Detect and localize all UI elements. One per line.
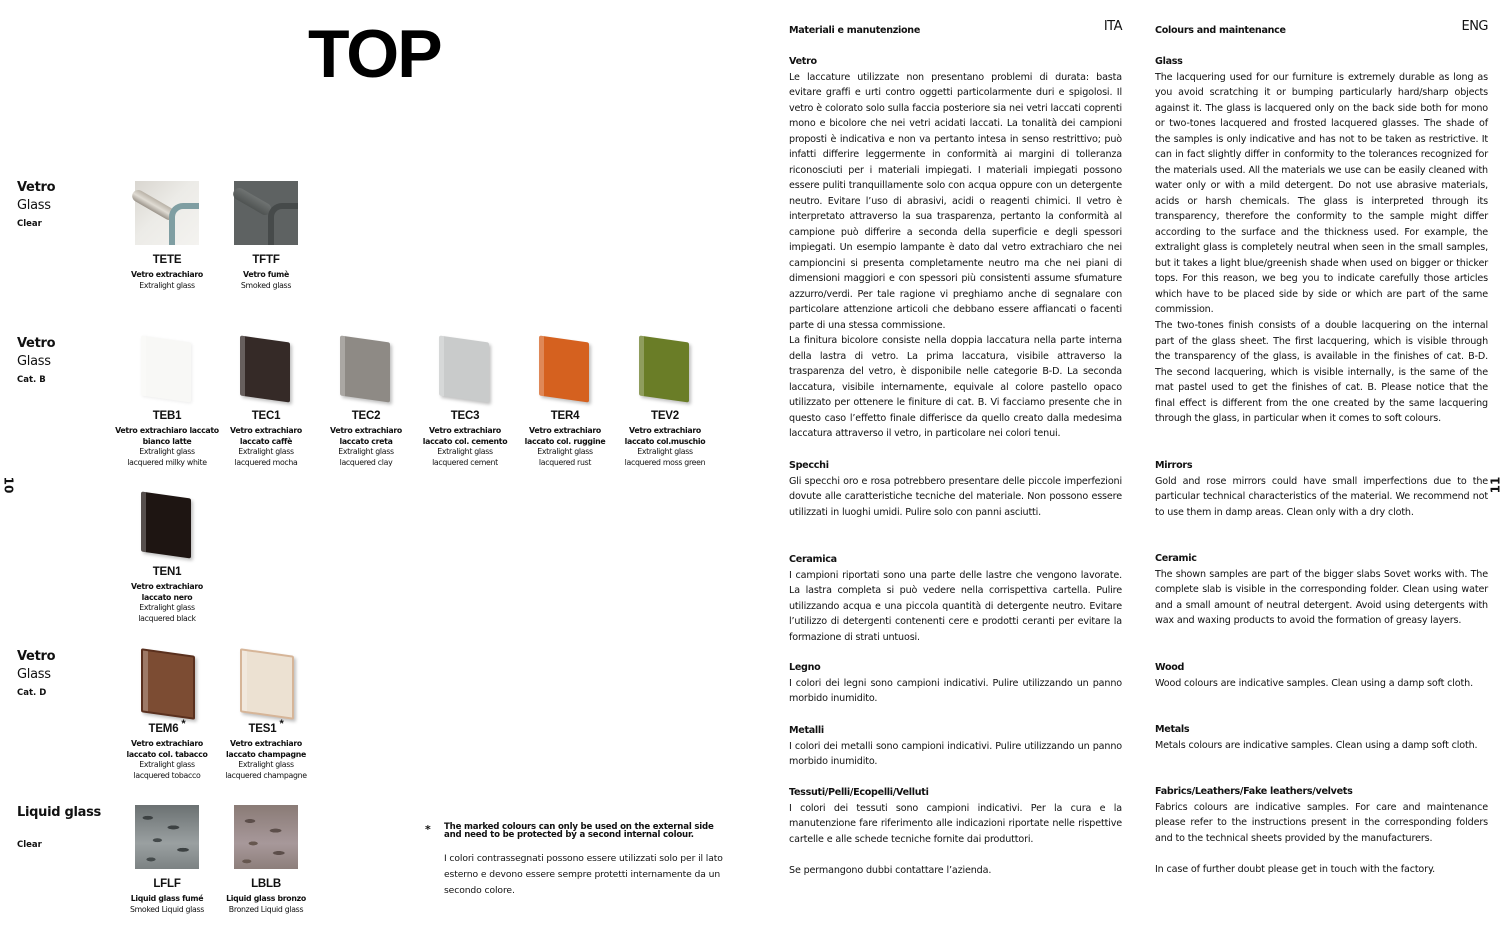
swatch-tftf <box>211 181 321 291</box>
column-english <box>1155 0 1488 942</box>
category-label-vetro-clear <box>17 179 117 233</box>
swatch-image <box>234 181 298 245</box>
swatch-name-en: Extralight glass lacquered champagne <box>225 760 307 780</box>
page-title: TOP <box>308 16 441 92</box>
swatch-image <box>234 650 298 714</box>
section-text: In case of further doubt please get in touch with the factory. <box>1155 864 1436 875</box>
section-specchi <box>789 458 1122 520</box>
section-text: The two-tones finish consists of a double lacquering on the internal part of the glass sheet. The first lacquering, which is visible through the transparency of the glass, is available in the finishes of cat. B-D. The second lacquering, which is visible internally, is the same of the mat pastel used to get the finishes of cat. B. Please notice that the final effect is different from the one created by the same lacquering through the glass, in particular when it comes to soft colours. <box>1155 320 1488 424</box>
swatch-name-it: Vetro extrachiaro laccato champagne <box>226 739 306 759</box>
section-text: I colori dei metalli sono campioni indicativi. Pulire utilizzando un panno morbido inumidito. <box>789 740 1122 767</box>
column-header: Colours and maintenance <box>1155 25 1286 36</box>
section-text: Fabrics colours are indicative samples. For care and maintenance please refer to the instructions present in the corresponding folders and to the technical sheets provided by the manufacturers. <box>1155 801 1488 844</box>
swatch-name-it: Vetro extrachiaro laccato caffè <box>230 426 302 446</box>
section-text: Wood colours are indicative samples. Clean using a damp soft cloth. <box>1155 677 1473 689</box>
swatch-image <box>135 805 199 869</box>
swatch-name-en: Extralight glass lacquered milky white <box>127 447 207 467</box>
swatch-name-it: Vetro extrachiaro laccato col. cemento <box>422 426 508 446</box>
section-ceramic <box>1155 551 1488 629</box>
section-heading: Glass <box>1155 56 1183 67</box>
swatch-image <box>135 181 199 245</box>
swatch-image <box>334 337 398 401</box>
category-label-liquid-glass <box>17 804 117 854</box>
section-text: The lacquering used for our furniture is extremely durable as long as you avoid scratching it or bumping particularly hard/sharp objects against it. The glass is lacquered only on the back side both for mono or two-tones lacquered and frosted lacquered glasses. The shade of the samples is only indicative and has not to be taken as restrictive. It can in fact slightly differ in conformity to the tolerances recognized for the materials used. All the materials we use can be easily cleaned with water only or with a mild detergent. Do not use abrasive materials, acids or harsh chemicals. The glass is interpreted through its transparency, therefore the conformity to the sample might differ according to the surface and the thickness used. For example, the extralight glass is completely neutral when seen in the small samples, but it takes a light blue/greenish shade when used on bigger or thicker tops. For this reason, we beg you to indicate carefully those articles which have to be placed side by side or which are part of the same commission. <box>1155 71 1488 315</box>
asterisk-marker: * <box>181 718 186 730</box>
asterisk-marker: * <box>279 718 284 730</box>
swatch-image <box>533 337 597 401</box>
section-metals <box>1155 722 1488 753</box>
section-vetro <box>789 54 1122 333</box>
section-text: Metals colours are indicative samples. Clean using a damp soft cloth. <box>1155 739 1478 751</box>
swatch-tes1 <box>211 650 321 781</box>
swatch-name-it: Vetro extrachiaro laccato nero <box>131 582 203 602</box>
section-text: I colori dei tessuti sono campioni indicativi. Per la cura e la manutenzione fare riferimento alle indicazioni riportate nelle rispettive cartelle e alle schede tecniche fornite dai produttori. <box>789 802 1122 845</box>
swatch-tec2 <box>311 337 421 468</box>
swatch-image <box>135 650 199 714</box>
swatch-name-en: Extralight glass <box>139 280 195 290</box>
section-glass <box>1155 54 1488 318</box>
section-heading: Specchi <box>789 460 829 471</box>
swatch-code: TEV2 <box>651 410 679 422</box>
section-ceramica <box>789 552 1122 645</box>
section-heading: Vetro <box>789 56 817 67</box>
section-text: The shown samples are part of the bigger slabs Sovet works with. The complete slab is visible in the corresponding folder. Clean using water and a small amount of neutral detergent. Avoid using detergents with wax and waxing products to avoid the formation of greasy layers. <box>1155 568 1488 626</box>
swatch-name-en: Bronzed Liquid glass <box>228 904 304 914</box>
category-sub: Cat. B <box>17 375 46 385</box>
section-heading: Ceramic <box>1155 553 1197 564</box>
swatch-code: TEC1 <box>251 410 281 422</box>
swatch-name-en: Smoked glass <box>240 280 292 290</box>
swatch-name-en: Extralight glass lacquered clay <box>338 447 394 467</box>
swatch-name-en: Extralight glass lacquered black <box>138 603 196 623</box>
section-text: Gold and rose mirrors could have small imperfections due to the particular technical characteristics of the material. We recommend not to use them in damp areas. Clean only with a dry cloth. <box>1155 475 1488 518</box>
section-text: Se permangono dubbi contattare l’azienda. <box>789 865 992 876</box>
section-heading: Metals <box>1155 724 1190 735</box>
section-heading: Mirrors <box>1155 460 1193 471</box>
category-label-vetro-cat-b <box>17 335 117 389</box>
swatch-tete <box>112 181 222 291</box>
asterisk-marker: * <box>425 823 431 836</box>
section-heading: Metalli <box>789 725 824 736</box>
section-heading: Tessuti/Pelli/Ecopelli/Velluti <box>789 787 929 798</box>
swatch-ter4 <box>510 337 620 468</box>
swatch-code: TEM6 * <box>148 718 186 735</box>
swatch-tev2 <box>610 337 720 468</box>
swatch-code: TFTF <box>252 254 280 266</box>
swatch-code: TEC3 <box>450 410 480 422</box>
section-text: Gli specchi oro e rosa potrebbero presentare delle piccole imperfezioni dovute alle caratteristiche tecniche del materiale. Non possono essere utilizzati in luoghi umidi. Pulire solo con panni asciutti. <box>789 475 1122 518</box>
category-sub: Cat. D <box>17 688 47 698</box>
swatch-tem6 <box>112 650 222 781</box>
swatch-name-en: Extralight glass lacquered moss green <box>624 447 706 467</box>
swatch-name-en: Smoked Liquid glass <box>129 904 205 914</box>
section-two-tones <box>1155 318 1488 427</box>
section-heading: Ceramica <box>789 554 837 565</box>
category-name: Liquid glass <box>17 805 101 820</box>
swatch-tec1 <box>211 337 321 468</box>
section-heading: Fabrics/Leathers/Fake leathers/velvets <box>1155 786 1353 797</box>
swatch-image <box>433 337 497 401</box>
swatch-lflf <box>112 805 222 915</box>
swatch-image <box>135 337 199 401</box>
swatch-code: TETE <box>152 254 182 266</box>
swatch-code: TEN1 <box>152 566 182 578</box>
swatch-image <box>633 337 697 401</box>
category-name-it: Vetro <box>17 336 56 351</box>
swatch-name-en: Extralight glass lacquered cement <box>432 447 498 467</box>
section-metalli <box>789 723 1122 770</box>
category-name-it: Vetro <box>17 180 56 195</box>
section-wood <box>1155 660 1488 691</box>
section-closing <box>1155 862 1488 878</box>
swatch-code: TES1 * <box>248 718 284 735</box>
swatch-image <box>234 337 298 401</box>
language-label: ITA <box>1103 19 1122 34</box>
section-text: I campioni riportati sono una parte delle lastre che vengono lavorate. La lastra completa si può vedere nella corrispettiva cartella. Pulire utilizzando acqua e una piccola quantità di detergente neutro. Evitare l’utilizzo di detergenti contenenti cere e prodotti ceranti per evitare la formazione di strati untuosi. <box>789 569 1122 643</box>
footnote <box>425 823 725 899</box>
category-name-en: Glass <box>17 667 51 682</box>
swatch-teb1 <box>112 337 222 468</box>
swatch-name-it: Vetro extrachiaro laccato col. tabacco <box>126 739 208 759</box>
footnote-it: I colori contrassegnati possono essere utilizzati solo per il lato esterno e devono essere sempre protetti internamente da un secondo colore. <box>444 853 723 896</box>
page-number-right: 11 <box>1488 476 1502 494</box>
section-text: Le laccature utilizzate non presentano problemi di durata: basta evitare graffi e urti contro oggetti particolarmente duri e spigolosi. Il vetro è colorato solo sulla faccia posteriore sia nei vetri laccati coprenti mono e bicolore che nei vetri acidati laccati. La tonalità dei campioni proposti è indicativa e non va pertanto intesa in senso restrittivo; può infatti differire leggermente in conformità ai margini di tolleranza riconosciuti per i materiali impiegati. I materiali impiegati possono essere puliti tranquillamente solo con acqua oppure con un detergente neutro. Evitare l’uso di abrasivi, acidi o reagenti chimici. Il vetro è interpretato attraverso la sua trasparenza, pertanto la conformità al campione può differire a seconda della superficie e degli spessori impiegati. Un esempio lampante è dato dal vetro extrachiaro che nei campioncini si presenta completamente neutro ma che nei piani di dimensioni maggiori e con spessori più consistenti assume sfumature azzurro/verdi. Per tale ragione vi preghiamo anche di segnalare con particolare attenzione articoli che debbano essere affiancati o facenti parte di una stessa commissione. <box>789 71 1122 331</box>
category-sub: Clear <box>17 840 42 850</box>
swatch-code: TEB1 <box>152 410 182 422</box>
section-tessuti <box>789 785 1122 847</box>
category-name-en: Glass <box>17 354 51 369</box>
swatch-name-it: Vetro extrachiaro laccato col. ruggine <box>524 426 606 446</box>
swatch-name-it: Vetro extrachiaro <box>131 270 203 279</box>
category-label-vetro-cat-d <box>17 648 117 702</box>
section-mirrors <box>1155 458 1488 520</box>
swatch-name-it: Vetro extrachiaro laccato creta <box>330 426 402 446</box>
section-text: La finitura bicolore consiste nella doppia laccatura nella parte interna della lastra di vetro. La prima laccatura, visibile attraverso la trasparenza del vetro, è disponibile nelle categorie B-D. La seconda laccatura, visibile internamente, equivale al colore pastello opaco utilizzato per ottenere le finiture di cat. B. Vi facciamo presente che in questo caso l’effetto finale differisce da quello creato dalla medesima laccatura attraverso il vetro, in particolare nei colori tenui. <box>789 335 1122 439</box>
section-heading: Wood <box>1155 662 1185 673</box>
column-italian <box>789 0 1122 942</box>
swatch-code: LBLB <box>251 878 281 890</box>
swatch-name-it: Vetro extrachiaro laccato col.muschio <box>624 426 706 446</box>
swatch-name-it: Vetro extrachiaro laccato bianco latte <box>115 426 219 446</box>
category-sub: Clear <box>17 219 42 229</box>
swatch-lblb <box>211 805 321 915</box>
swatch-name-en: Extralight glass lacquered tobacco <box>133 760 201 780</box>
swatch-tec3 <box>410 337 520 468</box>
column-header: Materiali e manutenzione <box>789 25 921 36</box>
swatch-ten1 <box>112 493 222 624</box>
category-name-it: Vetro <box>17 649 56 664</box>
language-label: ENG <box>1461 19 1488 34</box>
swatch-code: TEC2 <box>351 410 381 422</box>
section-legno <box>789 660 1122 707</box>
category-name-en: Glass <box>17 198 51 213</box>
swatch-code: TER4 <box>550 410 580 422</box>
footnote-en: The marked colours can only be used on the external side and need to be protected by a second internal colour. <box>444 822 714 840</box>
swatch-image <box>234 805 298 869</box>
section-heading: Legno <box>789 662 821 673</box>
section-text: I colori dei legni sono campioni indicativi. Pulire utilizzando un panno morbido inumidito. <box>789 677 1122 704</box>
swatch-name-it: Vetro fumè <box>243 270 289 279</box>
swatch-name-en: Extralight glass lacquered rust <box>537 447 593 467</box>
section-fabrics <box>1155 784 1488 846</box>
swatch-image <box>135 493 199 557</box>
page-number-left: 10 <box>1 476 16 494</box>
swatch-code: LFLF <box>153 878 181 890</box>
section-finitura-bicolore <box>789 333 1122 442</box>
swatch-name-it: Liquid glass fumé <box>130 894 204 903</box>
section-closing <box>789 863 1122 879</box>
swatch-name-it: Liquid glass bronzo <box>226 894 306 903</box>
swatch-name-en: Extralight glass lacquered mocha <box>234 447 298 467</box>
